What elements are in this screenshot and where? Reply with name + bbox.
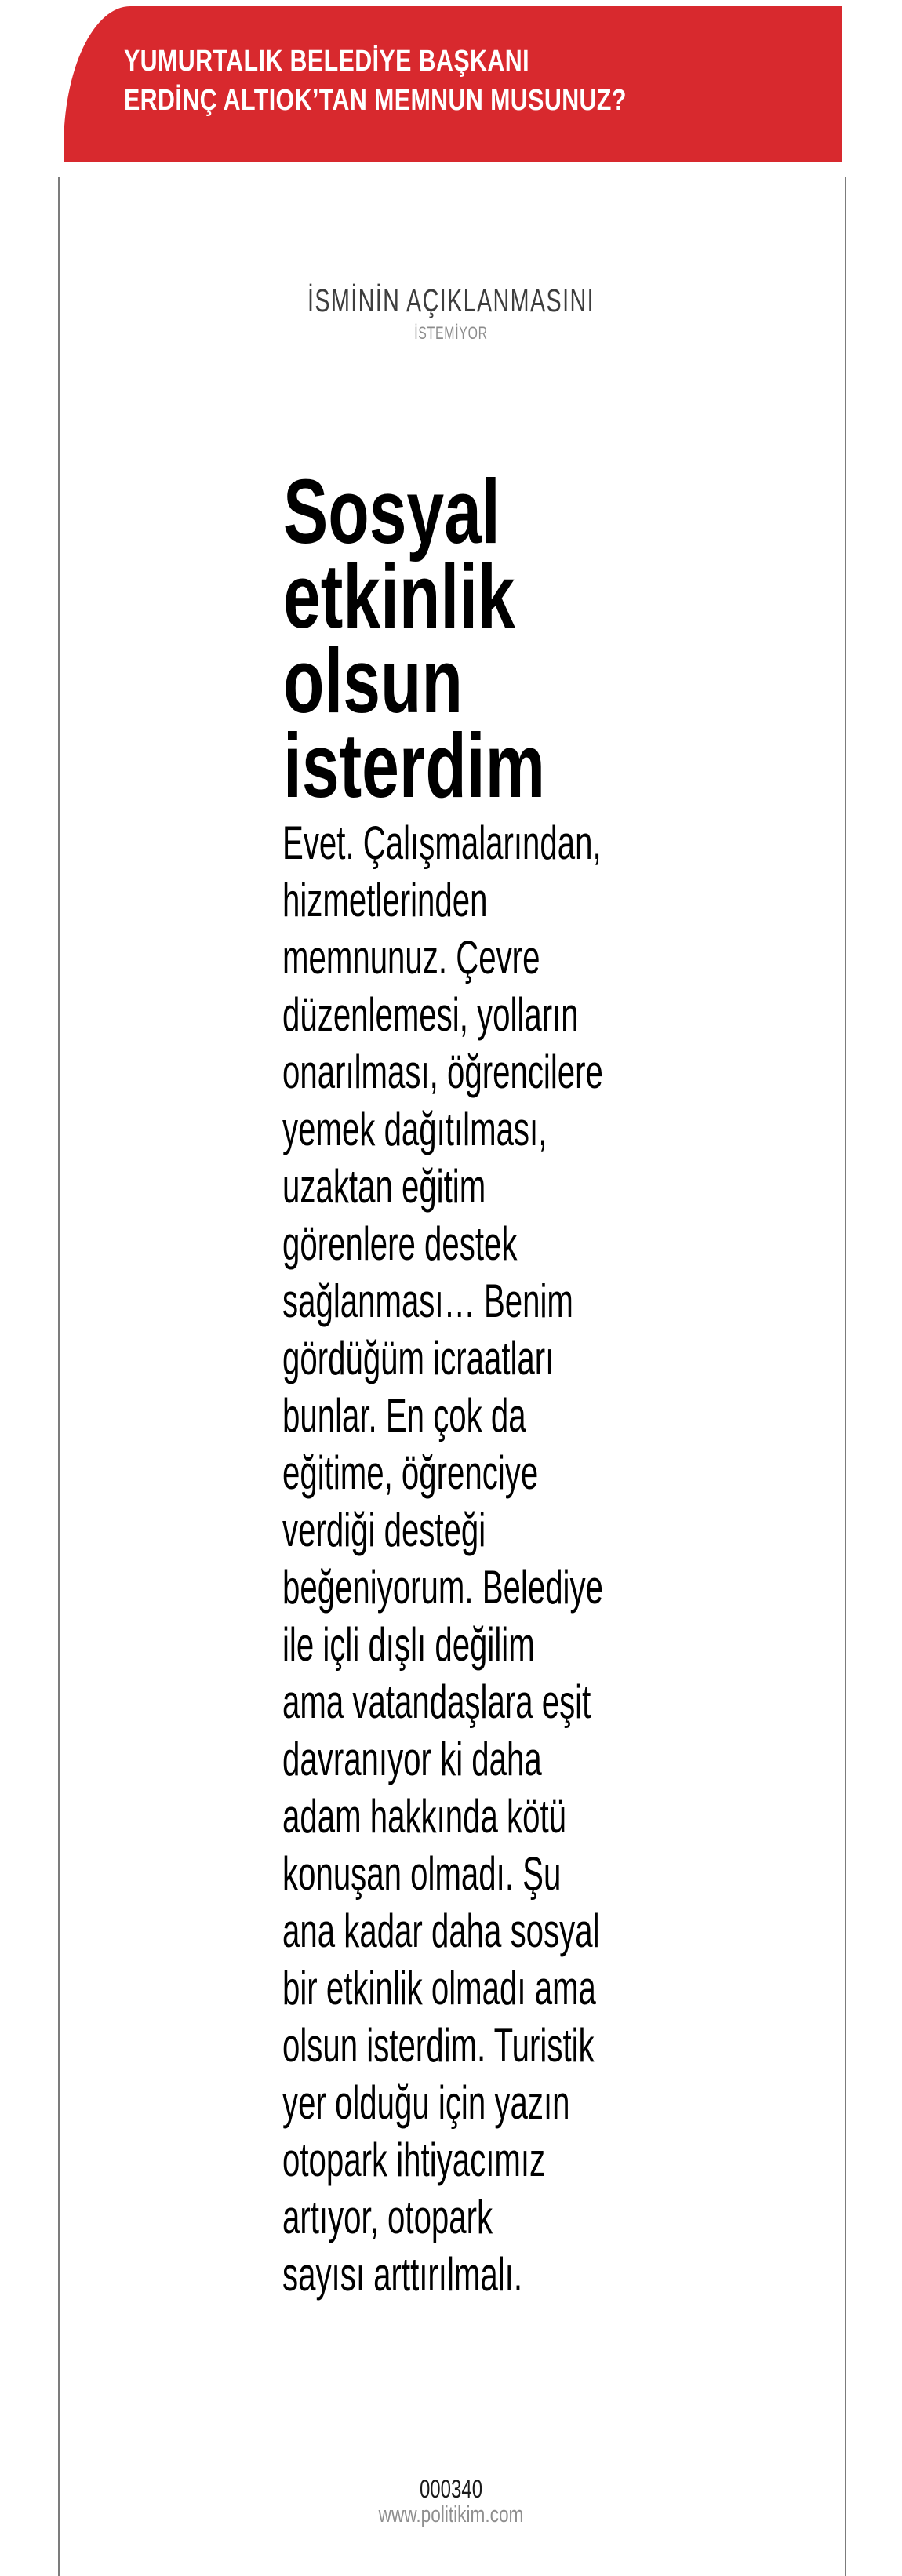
- answer-body-line: Evet. Çalışmalarından,: [282, 817, 602, 869]
- answer-headline-line: olsun: [283, 630, 463, 732]
- answer-headline-line: etkinlik: [283, 545, 515, 647]
- answer-body-line: verdiği desteği: [282, 1504, 486, 1556]
- respondent-anonymity-subheading: İSTEMİYOR: [414, 323, 488, 343]
- answer-body-line: beğeniyorum. Belediye: [282, 1561, 603, 1614]
- answer-body-line: sağlanması… Benim: [282, 1275, 573, 1327]
- answer-body-line: yemek dağıtılması,: [282, 1103, 547, 1155]
- respondent-anonymity-heading: İSMİNİN AÇIKLANMASINI: [307, 282, 595, 318]
- answer-headline-line: Sosyal: [283, 460, 500, 562]
- banner-question-line-2: ERDİNÇ ALTIOK’TAN MEMNUN MUSUNUZ?: [124, 84, 627, 117]
- answer-body-line: ama vatandaşlara eşit: [282, 1675, 591, 1728]
- answer-body-line: konuşan olmadı. Şu: [282, 1847, 562, 1900]
- answer-body-line: artıyor, otopark: [282, 2191, 493, 2243]
- answer-body-line: davranıyor ki daha: [282, 1733, 542, 1785]
- answer-body-line: adam hakkında kötü: [282, 1790, 567, 1843]
- answer-body-line: memnunuz. Çevre: [282, 931, 540, 984]
- footer-code: 000340: [419, 2475, 483, 2503]
- answer-body-line: olsun isterdim. Turistik: [282, 2019, 595, 2072]
- answer-body-line: bunlar. En çok da: [282, 1389, 526, 1442]
- answer-body-line: hizmetlerinden: [282, 874, 488, 926]
- answer-body-line: onarılması, öğrencilere: [282, 1046, 603, 1098]
- answer-body-line: eğitime, öğrenciye: [282, 1446, 539, 1499]
- answer-body-line: ile içli dışlı değilim: [282, 1618, 535, 1671]
- answer-body-line: sayısı arttırılmalı.: [282, 2248, 523, 2301]
- answer-body-line: düzenlemesi, yolların: [282, 988, 579, 1041]
- answer-headline-line: isterdim: [283, 715, 545, 817]
- answer-body-text: [282, 814, 603, 2303]
- answer-headline: [283, 460, 545, 817]
- answer-body-line: uzaktan eğitim: [282, 1160, 486, 1213]
- answer-body-line: görenlere destek: [282, 1217, 518, 1270]
- banner-question-text: [124, 42, 627, 120]
- banner-question-line-1: YUMURTALIK BELEDİYE BAŞKANI: [124, 45, 529, 78]
- answer-body-line: gördüğüm icraatları: [282, 1332, 555, 1384]
- answer-body-line: bir etkinlik olmadı ama: [282, 1962, 596, 2014]
- answer-body-line: yer olduğu için yazın: [282, 2076, 570, 2129]
- question-banner: [64, 6, 842, 162]
- answer-body-line: ana kadar daha sosyal: [282, 1905, 600, 1957]
- footer-website: www.politikim.com: [378, 2502, 524, 2527]
- answer-body-line: otopark ihtiyacımız: [282, 2134, 546, 2186]
